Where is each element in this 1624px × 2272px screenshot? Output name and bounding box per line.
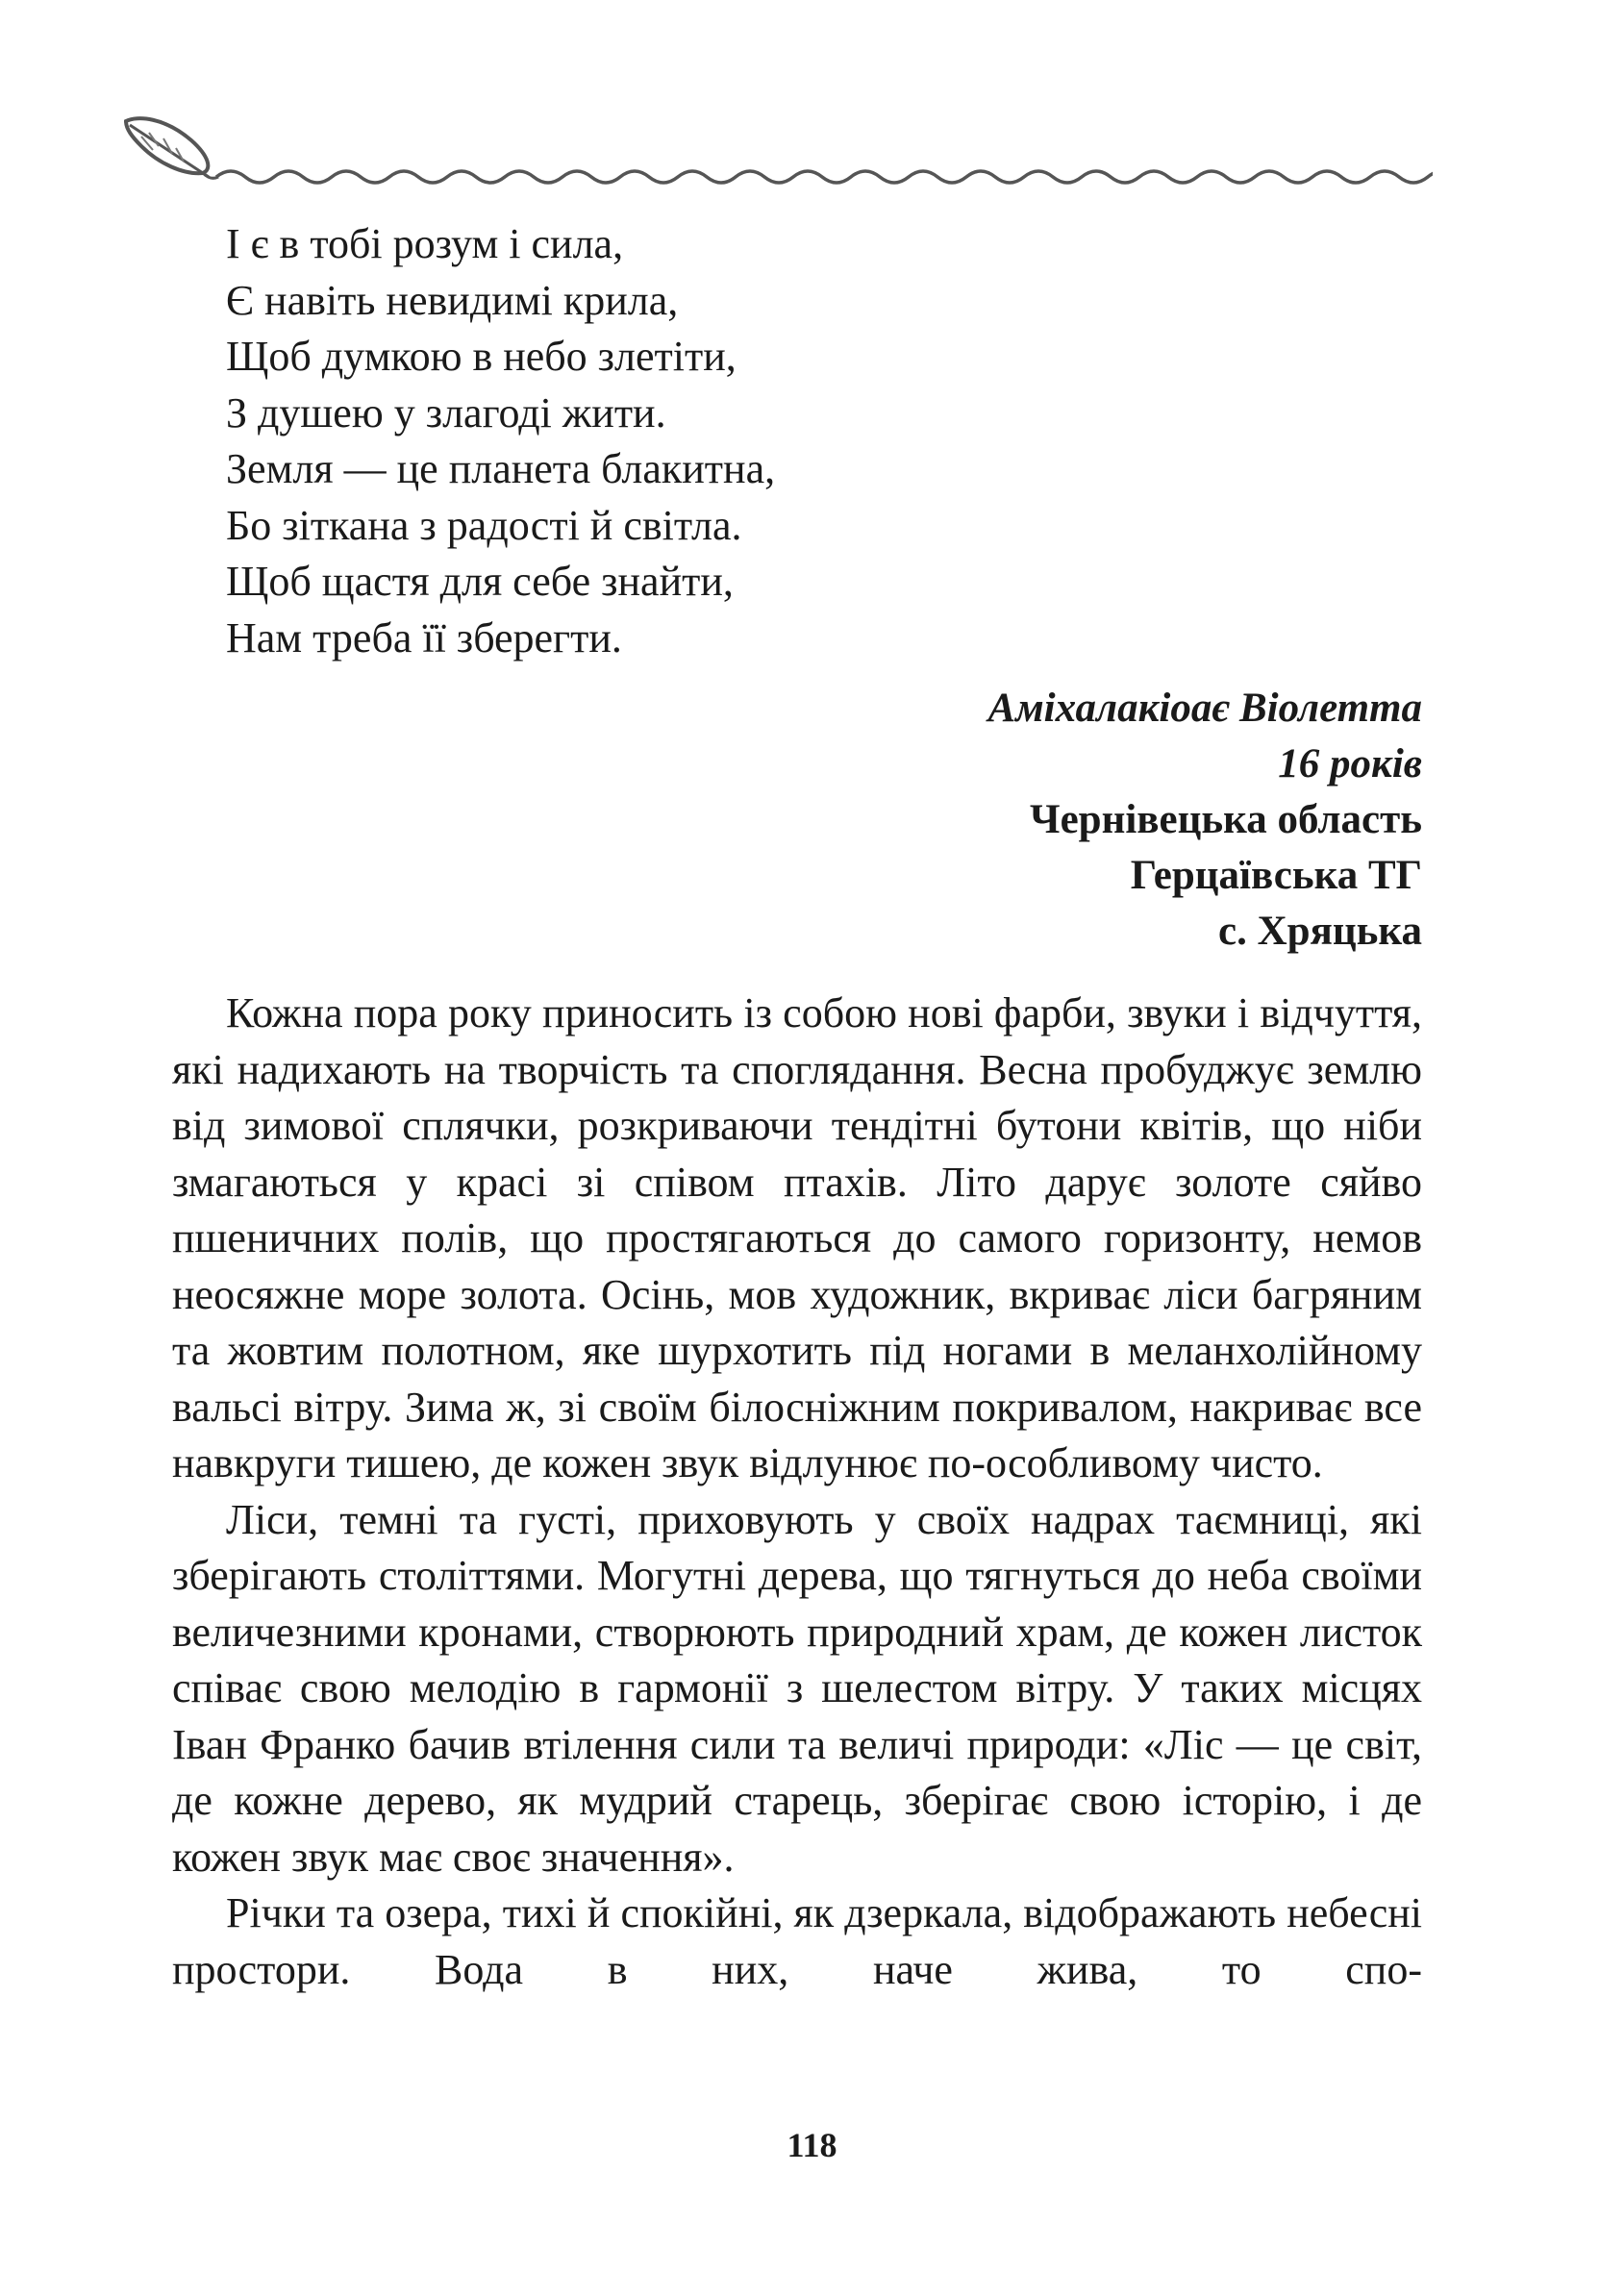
wave-divider (216, 171, 1433, 183)
poem-line: І є в тобі розум і сила, (226, 220, 624, 267)
poem-line: Нам треба її зберегти. (226, 613, 622, 662)
page-number: 118 (787, 2126, 837, 2164)
author-age: 16 років (1278, 741, 1422, 786)
author-village: с. Хряцька (1218, 909, 1422, 954)
poem-line: Бо зіткана з радості й світла. (226, 501, 742, 549)
poem (226, 216, 1187, 666)
author-name: Аміхалакіоає Віолетта (987, 686, 1422, 731)
poem-line: З душею у злагоді жити. (226, 388, 666, 437)
feather-wave-ornament-icon (120, 113, 1433, 200)
author-region: Чернівецька область (1030, 797, 1422, 842)
essay-paragraph: Ліси, темні та густі, приховують у своїх надрах таємниці, які зберігають століттями. Могутні дерева, що тягнуться до неба своїми величезними кронами, створюють природний храм, де кожен листок співає свою мелодію в гармонії з шелестом вітру. У таких місцях Іван Франко бачив втілення сили та величі природи: «Ліс — це світ, де кожне дерево, як мудрий старець, зберігає свою історію, і де кожен звук має своє значення». (172, 1495, 1422, 1881)
poem-line: Щоб щастя для себе знайти, (226, 558, 734, 605)
essay-text (172, 986, 1422, 1998)
essay-paragraph: Кожна пора року приносить із собою нові фарби, звуки і відчуття, які надихають на творчість та споглядання. Весна пробуджує землю від зимової сплячки, розкриваючи тендітні бутони квітів, що ніби змагаються у красі зі співом птахів. Літо дарує золоте сяйво пшеничних полів, що простягаються до самого горизонту, немов неосяжне море золота. Осінь, мов художник, вкриває ліси багряним та жовтим полотном, яке шурхотить під ногами в меланхолійному вальсі вітру. Зима ж, зі своїм білосніжним покривалом, накриває все навкруги тишею, де кожен звук відлунює по-особливому чисто. (172, 989, 1422, 1486)
feather-quill-icon (126, 118, 218, 178)
essay-paragraph: Річки та озера, тихі й спокійні, як дзеркала, відображають небесні простори. Вода в них, наче жива, то спо- (172, 1889, 1422, 1993)
poem-line: Є навіть невидимі крила, (226, 276, 679, 324)
poem-line: Земля — це планета блакитна, (226, 445, 776, 492)
author-community: Герцаївська ТГ (1130, 853, 1422, 898)
author-signature (988, 681, 1422, 960)
poem-line: Щоб думкою в небо злетіти, (226, 333, 737, 380)
